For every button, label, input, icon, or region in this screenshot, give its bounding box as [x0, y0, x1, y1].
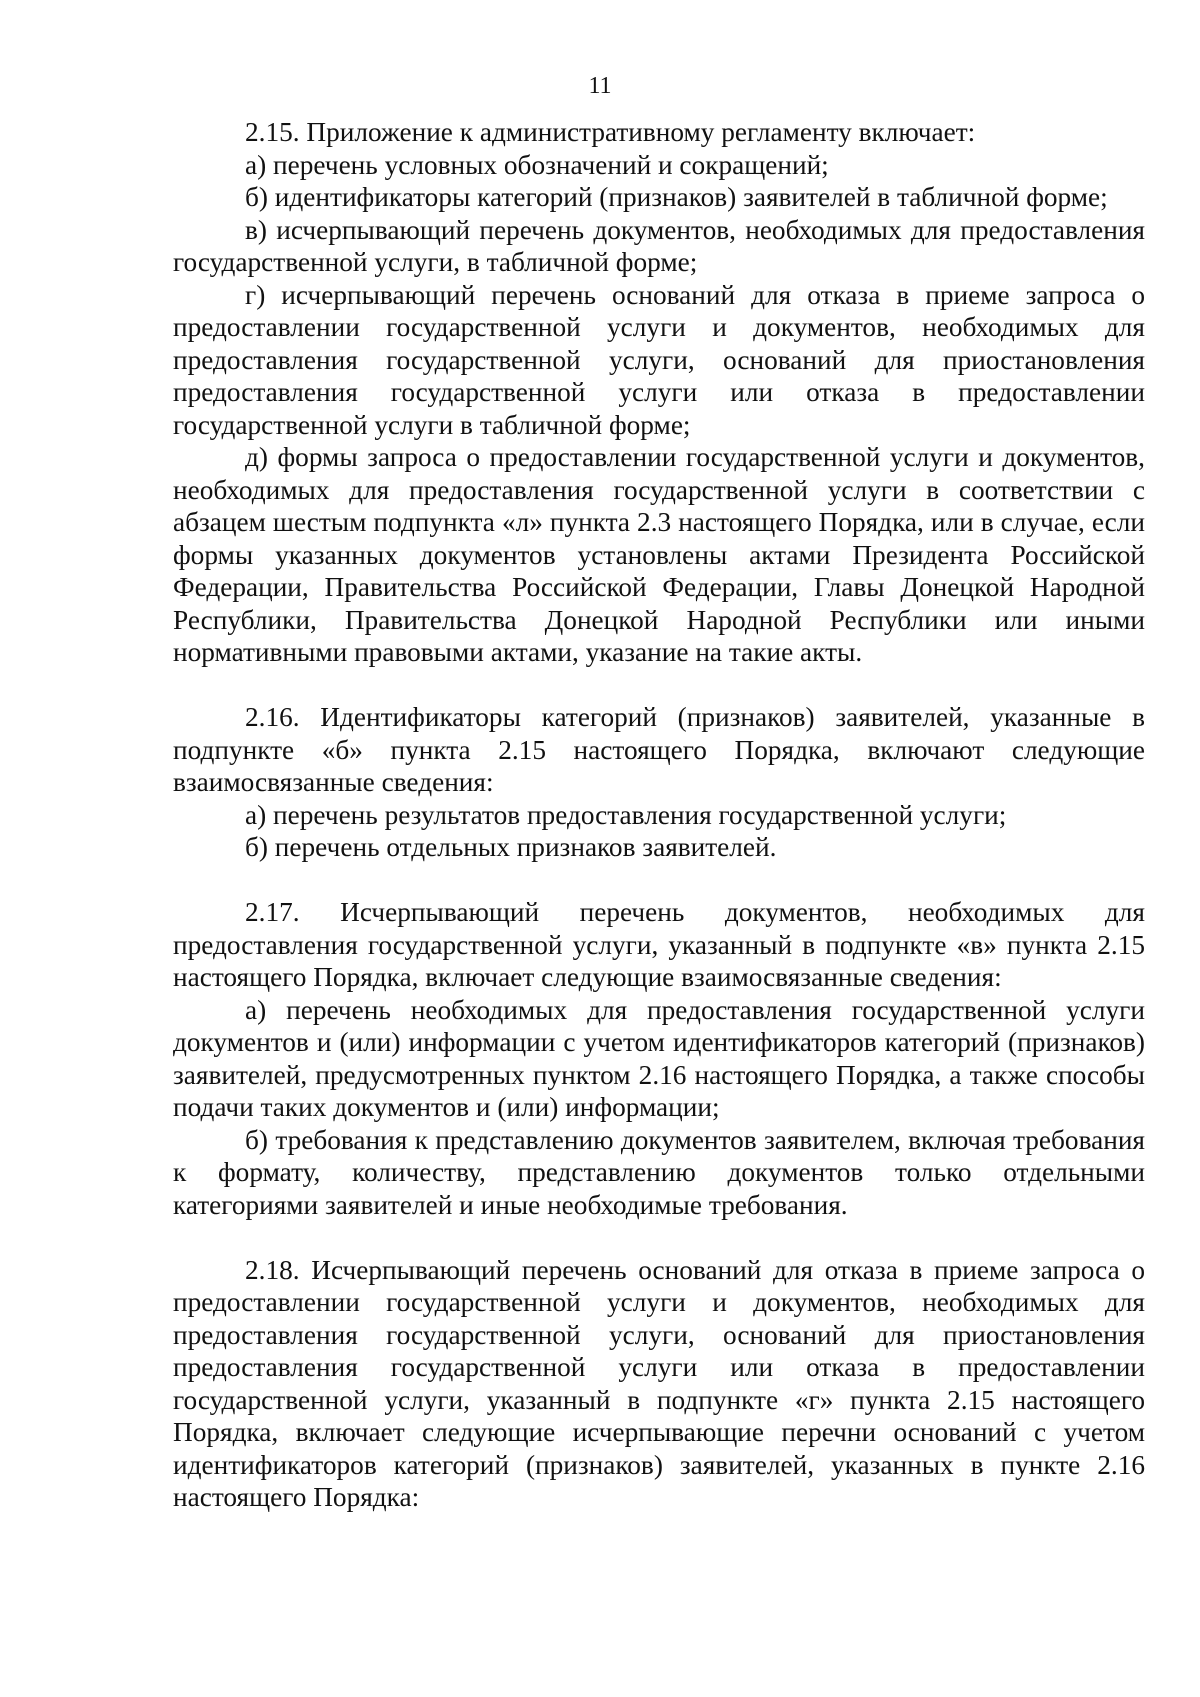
- document-body: [173, 116, 1145, 1514]
- list-item-b: б) требования к представлению документов заявителем, включая требования к формату, количеству, представлению документов только отдельными категориями заявителей и иные необходимые требования.: [173, 1124, 1145, 1220]
- paragraph-2-16: 2.16. Идентификаторы категорий (признаков) заявителей, указанные в подпункте «б» пункта 2.15 настоящего Порядка, включают следующие взаимосвязанные сведения:: [173, 702, 1145, 797]
- list-item-g: г) исчерпывающий перечень оснований для отказа в приеме запроса о предоставлении государственной услуги и документов, необходимых для предоставления государственной услуги, оснований для приостановления предоставления государственной услуги или отказа в предоставлении государственной услуги в табличной форме;: [173, 279, 1145, 440]
- page-number: 11: [588, 73, 612, 99]
- list-item-d: д) формы запроса о предоставлении государственной услуги и документов, необходимых для предоставления государственной услуги в соответствии с абзацем шестым подпункта «л» пункта 2.3 настоящего Порядка, или в случае, если формы указанных документов установлены актами Президента Российской Федерации, Правительства Российской Федерации, Главы Донецкой Народной Республики, Правительства Донецкой Народной Республики или иными нормативными правовыми актами, указание на такие акты.: [173, 442, 1145, 667]
- paragraph-2-17: 2.17. Исчерпывающий перечень документов, необходимых для предоставления государственной услуги, указанный в подпункте «в» пункта 2.15 настоящего Порядка, включает следующие взаимосвязанные сведения:: [173, 897, 1145, 992]
- list-item-a: а) перечень условных обозначений и сокращений;: [245, 149, 829, 180]
- list-item-a: а) перечень необходимых для предоставления государственной услуги документов и (или) информации с учетом идентификаторов категорий (признаков) заявителей, предусмотренных пунктом 2.16 настоящего Порядка, а также способы подачи таких документов и (или) информации;: [173, 994, 1145, 1122]
- list-item-v: в) исчерпывающий перечень документов, необходимых для предоставления государственной услуги, в табличной форме;: [173, 214, 1145, 277]
- list-item-b: б) идентификаторы категорий (признаков) заявителей в табличной форме;: [245, 182, 1108, 212]
- list-item-a: а) перечень результатов предоставления государственной услуги;: [245, 799, 1007, 830]
- paragraph-2-15: 2.15. Приложение к административному регламенту включает:: [245, 117, 976, 147]
- list-item-b: б) перечень отдельных признаков заявителей.: [245, 832, 777, 862]
- paragraph-2-18: 2.18. Исчерпывающий перечень оснований для отказа в приеме запроса о предоставлении государственной услуги и документов, необходимых для предоставления государственной услуги, оснований для приостановления предоставления государственной услуги или отказа в предоставлении государственной услуги, указанный в подпункте «г» пункта 2.15 настоящего Порядка, включает следующие исчерпывающие перечни оснований с учетом идентификаторов категорий (признаков) заявителей, указанных в пункте 2.16 настоящего Порядка:: [173, 1254, 1145, 1512]
